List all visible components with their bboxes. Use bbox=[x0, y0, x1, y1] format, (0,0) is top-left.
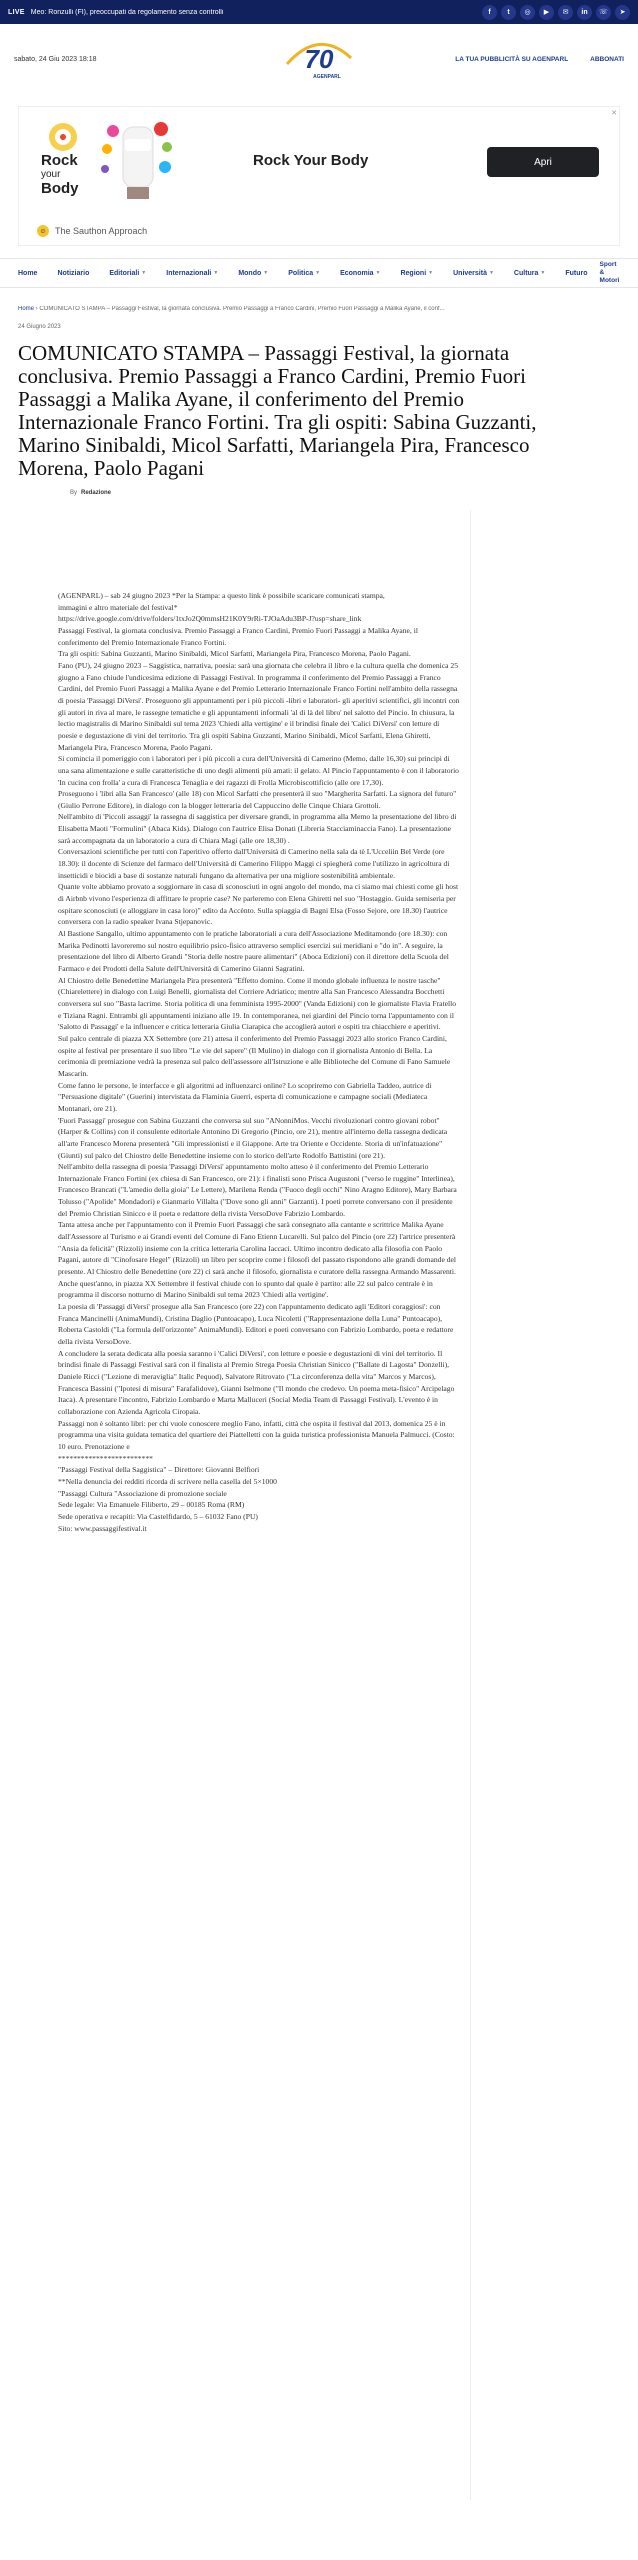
nav-item-economia[interactable] bbox=[340, 270, 380, 277]
nav-item-label: Economia bbox=[340, 269, 374, 277]
article-paragraph: Passaggi Festival, la giornata conclusiva. Premio Passaggi a Franco Cardini, Premio Fuori Passaggi a Malika Ayane, il conferimento del Premio Internazionale Franco Fortini. bbox=[58, 625, 418, 647]
article-paragraph: Come fanno le persone, le interfacce e gli algoritmi ad influenzarci online? Lo scopriremo con Gabriella Taddeo, autrice di "Persuasione digitale" (Guerini) intervistata da Flaminia Guerri, esperta di comunicazione e campagne sociali (Mediateca Montanari, ore 21). bbox=[58, 1080, 432, 1113]
chevron-down-icon: ▼ bbox=[213, 270, 219, 276]
article-paragraph[interactable]: https://drive.google.com/drive/folders/1txJo2Q0mmsH21K0Y9rRi-TJOaAdu3BP-J?usp=share_link bbox=[58, 614, 362, 624]
article-paragraph: Sede operativa e recapiti: Via Castelfidardo, 5 – 61032 Fano (PU) bbox=[58, 1511, 258, 1521]
advertisement-banner[interactable] bbox=[18, 106, 620, 246]
nav-item-label: Sport bbox=[599, 261, 617, 268]
logo-number: 70 bbox=[304, 44, 334, 74]
article-date: 24 Giugno 2023 bbox=[18, 324, 61, 330]
article-paragraph: Sede legale: Via Emanuele Filiberto, 29 – 00185 Roma (RM) bbox=[58, 1500, 245, 1510]
site-header bbox=[0, 24, 638, 94]
nav-item-home[interactable] bbox=[18, 270, 37, 277]
instagram-icon[interactable]: ◎ bbox=[520, 5, 535, 20]
nav-item-sport-motori[interactable] bbox=[600, 261, 620, 285]
article-paragraph: Sul palco centrale di piazza XX Settembre (ore 21) attesa il conferimento del Premio Passaggi 2023 allo storico Franco Cardini, ospite al festival per presentare il suo libro "Le vie del sapere" (Il Mulino) in dialogo con il giornalista Antonio di Bella. La cerimonia di premiazione vedrà la presenza sul palco dell'assessore all'Istruzione e alle Biblioteche del Comune di Fano Samuele Mascarin. bbox=[58, 1033, 451, 1078]
nav-item-label: Motori bbox=[599, 277, 620, 284]
nav-item-label: Regioni bbox=[400, 269, 427, 277]
nav-item-universit-[interactable] bbox=[453, 270, 494, 277]
byline bbox=[70, 490, 638, 496]
nav-item-label: Home bbox=[18, 269, 38, 277]
ad-close-icon[interactable]: ✕ bbox=[611, 110, 617, 117]
social-links bbox=[482, 5, 630, 20]
nav-item-label: Internazionali bbox=[166, 269, 212, 277]
nav-item-futuro[interactable] bbox=[565, 270, 587, 277]
article-paragraph: Al Chiostro delle Benedettine Mariangela Pira presenterà "Effetto domino. Come il mondo globale influenza le nostre tasche" (Chiarelettere) in dialogo con Luigi Benelli, giornalista del Corriere Adriatico; mentre alla San Francesco Alessandra Bocchetti conversera sul suo "Basta lacrime. Storia politica di una femminista 1995-2000" (Vanda Edizioni) con le giornaliste Flavia Fratello e Tiziana Ragni. Entrambi gli appuntamenti iniziano alle 19. In contemporanea, nei giardini del Pincio torna l'appuntamento con il 'Salotto di Passaggi' e la influencer e critica letteraria Giulia Ciarapica che accoglierà autori e ospiti tra chiacchiere e aperitivi. bbox=[58, 975, 457, 1032]
nav-item-label: Università bbox=[453, 269, 487, 277]
email-icon[interactable]: ✉ bbox=[558, 5, 573, 20]
sponsor-logo-icon: ☺ bbox=[37, 225, 49, 237]
article-paragraph: "Passaggi Festival della Saggistica" – Direttore: Giovanni Belfiori bbox=[58, 1465, 260, 1475]
article-paragraph: A concludere la serata dedicata alla poesia saranno i 'Calici DiVersi', con letture e poesie e degustazioni di vini del territorio. Il brindisi finale di Passaggi Festival sarà con il finalista al Premio Strega Poesia Christian Sinicco ("Ballate di Lagosta" Donzelli), Daniele Ricci ("Lezione di meraviglia" Italic Pequod), Salvatore Ritrovato ("La circonferenza della vita" Marcos y Marcos), Francesca Bassini ("Ipotesi di misura" Farafalidove), Gianni Iselmone ("Il mondo che credevo. Un poema meta-fisico" Arcipelago Itaca). A presentare l'incontro, Fabrizio Lombardo e Marta Malluceri (Social Media Team di Passaggi Festival). L'evento è in collaborazione con Azienda Agricola Ciropaia. bbox=[58, 1348, 455, 1416]
breadcrumb-current: › COMUNICATO STAMPA – Passaggi Festival, la giornata conclusiva. Premio Passaggi a Franco Cardini, Premio Fuori Passaggi a Malika Ayane, il conf... bbox=[34, 306, 445, 312]
article-paragraph: immagini e altro materiale del festival* bbox=[58, 602, 178, 612]
article-paragraph: "Passaggi Cultura "Associazione di promozione sociale bbox=[58, 1488, 227, 1498]
nav-item-politica[interactable] bbox=[288, 270, 320, 277]
chevron-down-icon: ▼ bbox=[428, 270, 434, 276]
live-label: LIVE bbox=[8, 8, 25, 16]
linkedin-icon[interactable]: in bbox=[577, 5, 592, 20]
nav-item-mondo[interactable] bbox=[238, 270, 268, 277]
ad-brand-line-2: your bbox=[41, 169, 61, 180]
ad-sponsor-name: The Sauthon Approach bbox=[55, 226, 148, 236]
breadcrumb-home[interactable]: Home bbox=[18, 306, 35, 312]
ad-brand-line-3: Body bbox=[41, 180, 79, 197]
chevron-down-icon: ▼ bbox=[315, 270, 321, 276]
main-navigation bbox=[0, 258, 638, 288]
nav-item-label: Notiziario bbox=[57, 269, 90, 277]
article-paragraph: Proseguono i 'libri alla San Francesco' (alle 18) con Micol Sarfatti che presenterà il suo "Margherita Sarfatti. La signora del futuro" (Giulio Perrone Editore), in dialogo con la blogger letteraria del Cappuccino delle Cinque Chiara Grottoli. bbox=[58, 789, 457, 810]
chevron-down-icon: ▼ bbox=[263, 270, 269, 276]
agenparl-logo-icon[interactable] bbox=[281, 34, 357, 82]
nav-item-editoriali[interactable] bbox=[109, 270, 146, 277]
ad-sponsor[interactable] bbox=[37, 225, 147, 237]
ad-brand-line-1: Rock bbox=[41, 152, 78, 169]
article-paragraph: Al Bastione Sangallo, ultimo appuntamento con le pratiche laboratoriali a cura dell'Associazione Meditamondo (ore 18.30): con Marika Pedinotti lavoreremo sul nostro equilibrio psico-fisico attraverso semplici esercizi sui meridiani e "do in". A seguire, la presentazione del libro di Alberto Grandi "Storia delle nostre paure alimentari" (Aboca Edizioni) con il direttore della Scuola del Farmaco e dei Prodotti della Salute dell'Università di Camerino Gianni Sagratini. bbox=[58, 929, 449, 973]
article-body bbox=[58, 590, 460, 2490]
youtube-icon[interactable]: ▶ bbox=[539, 5, 554, 20]
article-paragraph: Conversazioni scientifiche per tutti con l'aperitivo offerto dall'Università di Camerino nella sala da tè L'Ucceliin Bel Verde (ore 18.30): il docente di Scienze del farmaco dell'Università di Camerino Filippo Maggi ci spiegherà come l'utilizzo in agricoltura di insetticidi e biocidi a base di sostanze naturali fungano da alternativa per una migliore sostenibilità ambientale. bbox=[58, 847, 450, 880]
article-paragraph: Sito: www.passaggifestival.it bbox=[58, 1523, 147, 1533]
header-date: sabato, 24 Giu 2023 18:18 bbox=[14, 55, 97, 63]
nav-item-internazionali[interactable] bbox=[166, 270, 218, 277]
chevron-down-icon: ▼ bbox=[375, 270, 381, 276]
nav-item-label: Editoriali bbox=[109, 269, 140, 277]
article-title: COMUNICATO STAMPA – Passaggi Festival, la giornata conclusiva. Premio Passaggi a Franco Cardini, Premio Fuori Passaggi a Malika Ayane, il conferimento del Premio Internazionale Franco Fortini. Tra gli ospiti: Sabina Guzzanti, Marino Sinibaldi, Micol Sarfatti, Mariangela Pira, Francesco Morena, Paolo Pagani bbox=[18, 341, 537, 480]
whatsapp-icon[interactable]: ☏ bbox=[596, 5, 611, 20]
breadcrumb bbox=[18, 306, 620, 312]
nav-item-label: Cultura bbox=[513, 269, 539, 277]
article-paragraph: Si comincia il pomeriggio con i laboratori per i più piccoli a cura dell'Università di Camerino (Memo, dalle 16,30) sui principi di una sana alimentazione e sulle caratteristiche di uno degli alimenti più amati: il gelato. Al Pincio l'appuntamento è con il laboratorio 'In cucina con frolla' a cura di Francesca Tenaglia e dei ragazzi di Frolla Microbiscottificio (alle ore 17,30). bbox=[58, 754, 459, 787]
byline-prefix: By bbox=[70, 490, 78, 496]
nav-item-label: & bbox=[599, 269, 605, 276]
chevron-down-icon: ▼ bbox=[141, 270, 147, 276]
article-paragraph: 'Fuori Passaggi' prosegue con Sabina Guzzanti che conversa sul suo "ANonniMos. Vecchi rivoluzionari contro giovani robot" (Harper & Collins) con il consulente editoriale Antonino Di Gregorio (Pincio, ore 21), mentre all'interno della rassegna dedicata all'arte Francesco Morena presenterà "Gli impressionisti e il Giappone. Arte tra Oriente e Occidente. Storia di un'infatuazione" (Giunti) sul palco del Chiostro delle Benedettine insieme con lo storico dell'arte Rodolfo Battistini (ore 21). bbox=[58, 1115, 448, 1160]
ad-headline[interactable]: Rock Your Body bbox=[253, 152, 369, 169]
ad-open-button[interactable]: Apri bbox=[487, 147, 599, 177]
nav-item-label: Mondo bbox=[238, 269, 262, 277]
article-paragraph: Passaggi non è soltanto libri: per chi vuole conoscere meglio Fano, infatti, città che ospita il festival dal 2013, domenica 25 è in programma una visita guidata tematica del quartiere dei Piattelletti con la guida turistica professionista Manuela Palmucci. (Costo: 10 euro. Prenotazione e bbox=[58, 1418, 455, 1451]
article-paragraph: Nell'ambito di 'Piccoli assaggi' la rassegna di saggistica per diversare grandi, in programma alla Memo la presentazione del libro di Elisabetta Maoti "Formulini" (Abaca Kids). Dialogo con l'autrice Elisa Donati (Libreria Stacciaminaccia Fano). La presentazione sarà accompagnata da un laboratorio a cura di Chiara Magi (alle ore 18,30) . bbox=[58, 812, 457, 845]
facebook-icon[interactable]: f bbox=[482, 5, 497, 20]
sidebar-divider bbox=[470, 510, 471, 2500]
nav-item-label: Politica bbox=[288, 269, 314, 277]
article-paragraph: La poesia di 'Passaggi diVersi' prosegue alla San Francesco (ore 22) con l'appuntamento dedicato agli 'Editori coraggiosi': con Franca Mancinelli (AnimaMundi), Cristina Daglio (Puntoacapo), Luca Nicoletti ("Rappresentazione della Luna" Puntoacapo), Roberta Castoldi ("La formula dell'orizzonte" AnimaMundi). Editori e poeti conversano con Fabrizio Lombardo, poeta e redattore della rivista VersoDove. bbox=[58, 1302, 454, 1346]
article-paragraph: Tanta attesa anche per l'appuntamento con il Premio Fuori Passaggi che sarà consegnato alla cantante e scrittrice Malika Ayane dall'Assessore al Turismo e ai Grandi eventi del Comune di Fano Etienn Lucarelli. Sul palco del Pincio (ore 22) l'artrice presenterà "Ansia da felicità" (Rizzoli) insieme con la critica letteraria Carolina Iaccaci. Ultimo incontro dedicato alla filosofia con Paolo Pagani, autore di "Cinofosare Hegel" (Rizzoli) un libro per scoprire come i filosofi del passato rispondono alle grandi domande del presente. Al Chiostro delle Benedettine (ore 22) ci sarà anche il filosofo, giornalista e curatore della rassegna Armando Massarenti. bbox=[58, 1220, 457, 1277]
telegram-icon[interactable]: ➤ bbox=[615, 5, 630, 20]
advertise-link[interactable]: LA TUA PUBBLICITÀ SU AGENPARL bbox=[455, 55, 569, 63]
article-paragraph: **Nella denuncia dei redditi ricorda di scrivere nella casella del 5×1000 bbox=[58, 1476, 277, 1486]
article-paragraph: Anche quest'anno, in piazza XX Settembre il festival chiude con lo spunto dal quale è partito: alle 22 sul palco centrale è in programma il discorso notturno di Marino Sinibaldi sul tema 2023 'Chiedi alla vertigine'. bbox=[58, 1278, 433, 1300]
article-paragraph: Tra gli ospiti: Sabina Guzzanti, Marino Sinibaldi, Micol Sarfatti, Mariangela Pira, Francesco Morena, Paolo Pagani. bbox=[58, 649, 411, 659]
twitter-icon[interactable]: t bbox=[501, 5, 516, 20]
article-paragraph: (AGENPARL) – sab 24 giugno 2023 *Per la Stampa: a questo link è possibile scaricare comunicati stampa, bbox=[58, 591, 385, 600]
subscribe-link[interactable]: ABBONATI bbox=[590, 55, 624, 63]
top-bar bbox=[0, 0, 638, 24]
ticker-headline[interactable]: Meo: Ronzulli (FI), preoccupati da regolamento senza controlli bbox=[30, 8, 224, 16]
news-ticker bbox=[8, 9, 223, 16]
nav-item-regioni[interactable] bbox=[400, 270, 433, 277]
chevron-down-icon: ▼ bbox=[488, 270, 494, 276]
article-paragraph: Nell'ambito della rassegna di poesia 'Passaggi DiVersi' appuntamento molto atteso è il conferimento del Premio Letterario Internazionale Franco Fortini (ex chiesa di San Francesco, ore 21): i finalisti sono Prisca Augustoni ("verso le ruggine" Interlinea), Francesco Brancati ("L'amedio della gioia" Le Lettere), Marilena Renda ("Fuoco degli occhi" Nino Aragno Editore), Mary Barbara Tolusso ("Apolide" Mondadori) e Gianmario Villalta ("Dove sono gli anni" Garzanti). I poeti porrete conversano con il presidente del Premio Christian Sinicco e il poeta e redattore della rivista VersoDove Fabrizio Lombardo. bbox=[58, 1162, 457, 1218]
author-link[interactable]: Redazione bbox=[81, 490, 112, 496]
chevron-down-icon: ▼ bbox=[540, 270, 546, 276]
article-paragraph: Quante volte abbiamo provato a soggiornare in casa di sconosciuti in ogni angolo del mondo, ma ci siamo mai chiesti come gli host di Airbnb vivono l'esperienza di affittare le proprie case? Ne parleremo con Elena Ghiretti nel suo "Hostaggio. Guida semiseria per ospitare sconosciuti (e alloggiare in casa loro)" edito da Accènto. Sulla spiaggia di Bagni Elsa (Fosso Sejore, ore 18.30) l'autrice conversera con la radio speaker Ivana Stjepanovic. bbox=[58, 882, 459, 927]
nav-item-label: Futuro bbox=[565, 269, 588, 277]
nav-item-cultura[interactable] bbox=[514, 270, 545, 277]
article-paragraph: Fano (PU), 24 giugno 2023 – Saggistica, narrativa, poesia: sarà una giornata che celebra il libro e la cultura quella che domenica 25 giugno a Fano chiude l'undicesima edizione di Passaggi Festival. In programma il conferimento del Premio Passaggi a Franco Cardini, del Premio Fuori Passaggi a Malika Ayane e del Premio Letterario Internazionale Franco Fortini nell'ambito della rassegna di poesia 'Passaggi DiVersi'. Proseguono gli appuntamenti per i più piccoli -libri e laboratori- gli aperitivi scientifici, gli incontri con gli autori in riva al mare, le rassegne tematiche e gli appuntamenti informali 'al di là del libro' nel salotto del Pincio. In chiusura, la lectio magistralis di Marino Sinibaldi sul tema 2023 'Chiedi alla vertigine' e il brindisi finale dei 'Calici DiVersi' con letture di poesie e degustazione di vini del territorio. Tra gli ospiti Sabina Guzzanti, Marino Sinibaldi, Micol Sarfatti, Elena Ghiretti, Mariangela Pira, Francesco Morena, Paolo Pagani. bbox=[58, 660, 460, 752]
logo-wordmark: AGENPARL bbox=[313, 74, 341, 80]
nav-item-notiziario[interactable] bbox=[57, 270, 89, 277]
ad-product-image[interactable] bbox=[35, 117, 185, 212]
article-paragraph: ************************* bbox=[58, 1453, 153, 1463]
